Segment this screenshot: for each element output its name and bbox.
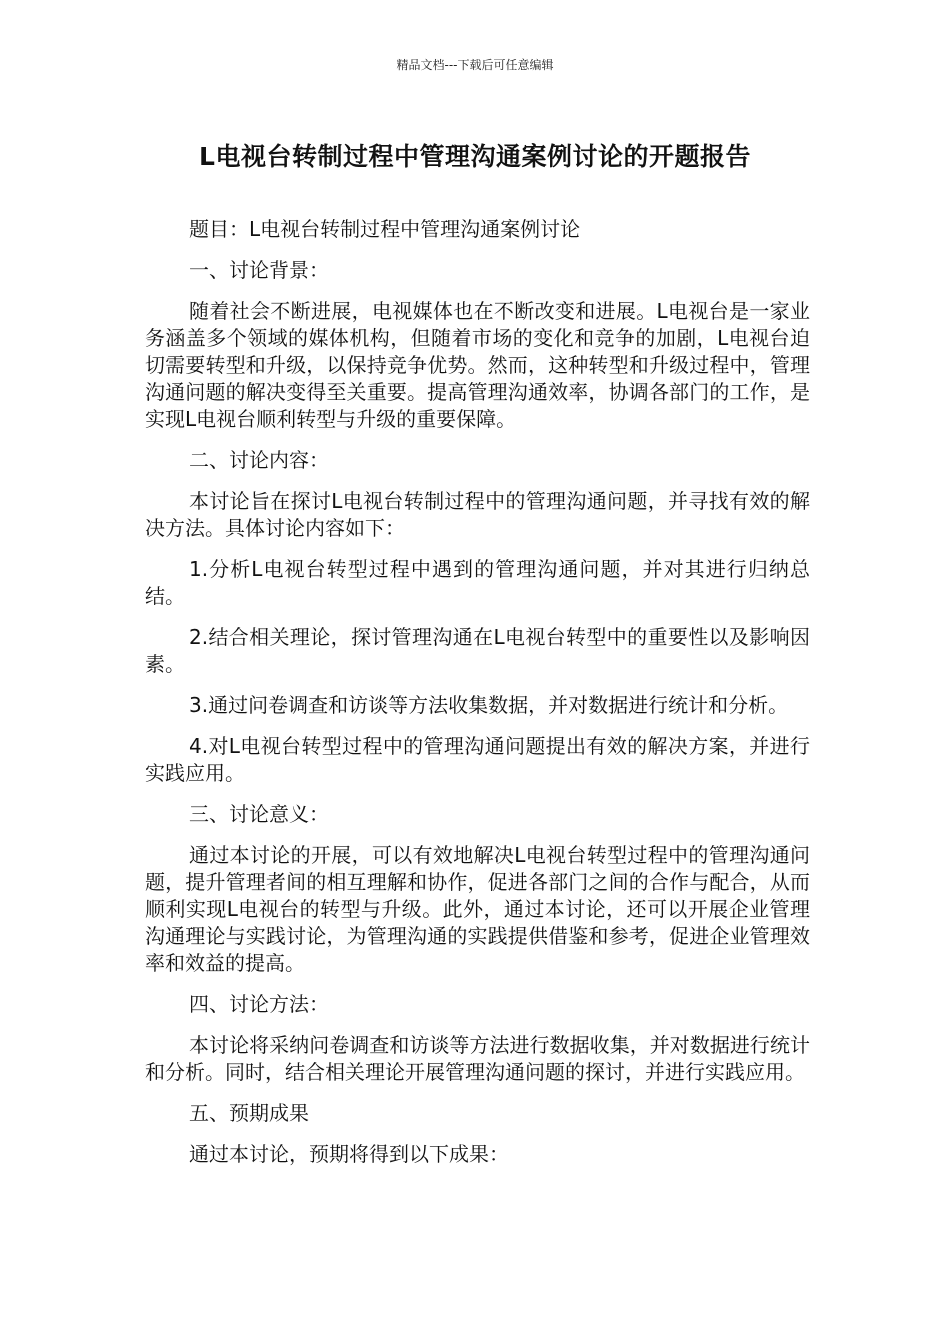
content-item-2: 2.结合相关理论，探讨管理沟通在L电视台转型中的重要性以及影响因素。 — [145, 625, 810, 676]
section-heading-significance: 三、讨论意义： — [189, 802, 329, 826]
content-item-4: 4.对L电视台转型过程中的管理沟通问题提出有效的解决方案，并进行实践应用。 — [145, 734, 810, 785]
section-heading-outcomes: 五、预期成果 — [189, 1101, 309, 1125]
topic-line: 题目：L电视台转制过程中管理沟通案例讨论 — [189, 217, 581, 241]
content-item-1: 1.分析L电视台转型过程中遇到的管理沟通问题，并对其进行归纳总结。 — [145, 557, 810, 608]
background-paragraph: 随着社会不断进展，电视媒体也在不断改变和进展。L电视台是一家业务涵盖多个领域的媒体机构，但随着市场的变化和竞争的加剧，L电视台迫切需要转型和升级，以保持竞争优势。然而，这种转型和升级过程中，管理沟通问题的解决变得至关重要。提高管理沟通效率，协调各部门的工作，是实现L电视台顺利转型与升级的重要保障。 — [145, 299, 810, 431]
content-intro-paragraph: 本讨论旨在探讨L电视台转制过程中的管理沟通问题，并寻找有效的解决方法。具体讨论内容如下： — [145, 489, 810, 540]
method-paragraph: 本讨论将采纳问卷调查和访谈等方法进行数据收集，并对数据进行统计和分析。同时，结合相关理论开展管理沟通问题的探讨，并进行实践应用。 — [145, 1033, 810, 1084]
section-heading-content: 二、讨论内容： — [189, 448, 329, 472]
section-heading-background: 一、讨论背景： — [189, 258, 329, 282]
document-body — [145, 216, 810, 1182]
outcomes-intro-paragraph: 通过本讨论，预期将得到以下成果： — [189, 1142, 509, 1166]
content-item-3: 3.通过问卷调查和访谈等方法收集数据，并对数据进行统计和分析。 — [189, 693, 789, 717]
significance-paragraph: 通过本讨论的开展，可以有效地解决L电视台转型过程中的管理沟通问题，提升管理者间的相互理解和协作，促进各部门之间的合作与配合，从而顺利实现L电视台的转型与升级。此外，通过本讨论，还可以开展企业管理沟通理论与实践讨论，为管理沟通的实践提供借鉴和参考，促进企业管理效率和效益的提高。 — [145, 843, 810, 975]
document-title: L电视台转制过程中管理沟通案例讨论的开题报告 — [199, 142, 751, 171]
page-header: 精品文档---下载后可任意编辑 — [396, 58, 554, 72]
section-heading-method: 四、讨论方法： — [189, 992, 329, 1016]
